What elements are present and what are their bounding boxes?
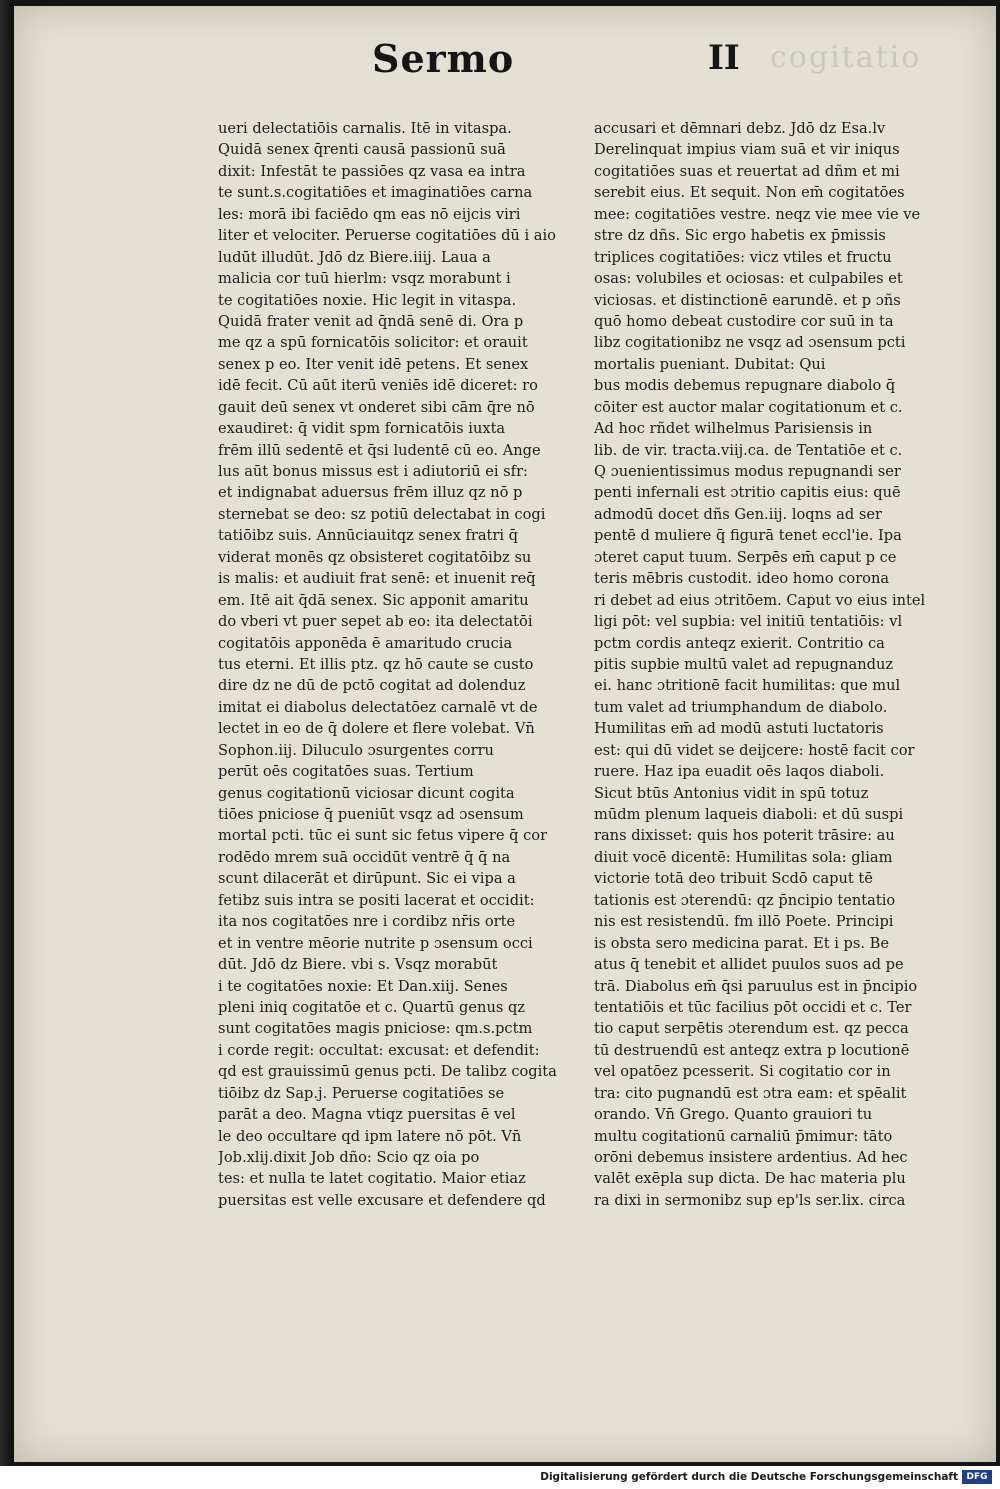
text-line: sternebat se deo: sz potiū delectabat in cogi [218, 505, 546, 523]
text-line: cōiter est auctor malar cogitationum et c. [594, 398, 903, 416]
text-line: imitat ei diabolus delectatōez carnalē vt de [218, 698, 538, 716]
text-line: accusari et dēmnari debz. Jdō dz Esa.lv [594, 120, 886, 137]
text-line: me qz a spū fornicatōis solicitor: et orauit [218, 334, 528, 352]
text-line: em. Itē ait q̄dā senex. Sic apponit amaritu [218, 591, 529, 609]
footer-bar [0, 1466, 1000, 1489]
text-line: et indignabat aduersus frēm illuz qz nō p [218, 484, 523, 502]
text-line: vel opatōez pcesserit. Si cogitatio cor in [594, 1063, 891, 1081]
text-line: Quidā senex q̄renti causā passionū suā [218, 141, 506, 159]
text-line: Sophon.iij. Diluculo ɔsurgentes corru [218, 741, 494, 759]
text-line: te sunt.s.cogitatiōes et imaginatiōes carna [218, 184, 533, 202]
text-line: liter et velociter. Peruerse cogitatiōes dū i aio [218, 227, 556, 245]
text-line: viderat monēs qz obsisteret cogitatōibz su [218, 548, 532, 566]
text-line: lectet in eo de q̄ dolere et flere volebat. Vn̄ [218, 720, 535, 738]
text-line: lus aūt bonus missus est i adiutoriū ei sfr: [218, 463, 528, 480]
text-line: puersitas est velle excusare et defendere qd [218, 1191, 546, 1209]
text-line: les: morā ibi faciēdo qm eas nō eijcis viri [218, 205, 521, 223]
text-line: victorie totā deo tribuit Scdō caput tē [594, 870, 873, 888]
text-line: tentatiōis et tūc facilius pōt occidi et c. Ter [594, 998, 912, 1016]
text-line: ruere. Haz ipa euadit oēs laqos diaboli. [594, 763, 885, 781]
text-line: ei. hanc ɔtritionē facit humilitas: que mul [594, 677, 901, 695]
right-text-column [594, 118, 946, 1211]
text-line: ligi pōt: vel supbia: vel initiū tentatiōis: vl [594, 613, 903, 631]
text-line: tatiōibz suis. Annūciauitqz senex fratri q̄ [218, 527, 519, 545]
text-line: pctm cordis anteqz exierit. Contritio ca [594, 634, 885, 652]
text-line: is obsta sero medicina parat. Et i ps. Be [594, 934, 890, 952]
text-line: orōni debemus insistere ardentius. Ad hec [594, 1149, 908, 1166]
text-line: scunt dilacerāt et dirūpunt. Sic ei vipa a [218, 870, 516, 888]
text-line: cogitatōis apponēda ē amaritudo crucia [218, 634, 513, 652]
text-line: teris mēbris custodit. ideo homo corona [594, 570, 890, 588]
text-line: rodēdo mrem suā occidūt ventrē q̄ q̄ na [218, 848, 511, 866]
text-line: osas: volubiles et ociosas: et culpabiles et [594, 270, 903, 288]
text-line: exaudiret: q̄ vidit spm fornicatōis iuxta [218, 420, 506, 438]
text-line: nis est resistendū. fm illō Poete. Principi [594, 913, 894, 931]
text-line: trā. Diabolus em̄ q̄si paruulus est in p̄ncipio [594, 977, 918, 995]
text-line: malicia cor tuū hierlm: vsqz morabunt i [218, 270, 511, 288]
text-line: valēt exēpla sup dicta. De hac materia plu [594, 1170, 906, 1188]
text-line: tiōes pniciose q̄ pueniūt vsqz ad ɔsensum [218, 806, 524, 823]
text-line: libz cogitationibz ne vsqz ad ɔsensum pcti [594, 334, 906, 352]
folio-number: II [708, 38, 740, 78]
text-line: Ad hoc rñdet wilhelmus Parisiensis in [594, 420, 873, 438]
text-line: idē fecit. Cū aūt iterū veniēs idē diceret: ro [218, 377, 538, 395]
page-binding-edge [0, 0, 14, 1466]
text-line: Quidā frater venit ad q̄ndā senē di. Ora p [218, 312, 524, 330]
text-line: genus cogitationū viciosar dicunt cogita [218, 784, 515, 802]
text-line: lib. de vir. tracta.viij.ca. de Tentatiōe et c. [594, 441, 903, 459]
text-line: te cogitatiōes noxie. Hic legit in vitaspa. [218, 291, 517, 309]
text-line: ludūt illudūt. Jdō dz Biere.iiij. Laua a [218, 248, 491, 266]
text-line: dūt. Jdō dz Biere. vbi s. Vsqz morabūt [218, 956, 498, 974]
text-line: tio caput serpētis ɔterendum est. qz pecca [594, 1020, 909, 1038]
text-line: tationis est ɔterendū: qz p̄ncipio tentatio [594, 891, 896, 909]
text-line: tes: et nulla te latet cogitatio. Maior etiaz [218, 1170, 526, 1188]
text-line: viciosas. et distinctionē earundē. et p ɔñs [594, 291, 901, 309]
text-line: sunt cogitatōes magis pniciose: qm.s.pctm [218, 1020, 533, 1038]
text-line: admodū docet dñs Gen.iij. loqns ad ser [594, 505, 882, 523]
dfg-logo-icon: DFG [962, 1470, 992, 1484]
text-line: i corde regit: occultat: excusat: et defendit: [218, 1041, 540, 1059]
running-header-title: Sermo [372, 36, 515, 81]
text-line: ri debet ad eius ɔtritōem. Caput vo eius intel [594, 591, 926, 609]
text-line: Job.xlij.dixit Job dño: Scio qz oia po [218, 1149, 480, 1166]
text-line: tus eterni. Et illis ptz. qz hō caute se custo [218, 655, 534, 673]
text-line: Humilitas em̄ ad modū astuti luctatoris [594, 720, 884, 738]
text-line: atus q̄ tenebit et allidet puulos suos ad pe [594, 956, 904, 974]
text-line: quō homo debeat custodire cor suū in ta [594, 312, 894, 330]
footer-credit: Digitalisierung gefördert durch die Deutsche Forschungsgemeinschaft [540, 1471, 958, 1483]
text-line: penti infernali est ɔtritio capitis eius: quē [594, 484, 901, 502]
text-line: tū destruendū est anteqz extra p locutionē [594, 1041, 910, 1059]
text-line: mortalis pueniant. Dubitat: Qui [594, 355, 826, 373]
text-line: triplices cogitatiōes: vicz vtiles et fructu [594, 248, 892, 266]
text-line: et in ventre mēorie nutrite p ɔsensum occi [218, 934, 533, 952]
text-line: mūdm plenum laqueis diaboli: et dū suspi [594, 806, 904, 823]
text-line: rans dixisset: quis hos poterit trāsire: au [594, 827, 895, 845]
text-line: diuit vocē dicentē: Humilitas sola: gliam [594, 848, 893, 866]
text-line: bus modis debemus repugnare diabolo q̄ [594, 377, 896, 395]
text-line: pleni iniq cogitatōe et c. Quartū genus qz [218, 998, 525, 1016]
text-line: Sicut btūs Antonius vidit in spū totuz [594, 784, 869, 802]
text-line: serebit eius. Et sequit. Non em̄ cogitatōes [594, 184, 905, 202]
text-line: ueri delectatiōis carnalis. Itē in vitaspa. [218, 120, 512, 137]
text-line: senex p eo. Iter venit idē petens. Et senex [218, 355, 529, 373]
text-line: dire dz ne dū de pctō cogitat ad dolenduz [218, 677, 526, 695]
bleed-through-text: cogitatio [770, 40, 922, 75]
text-line: Q ɔuenientissimus modus repugnandi ser [594, 463, 901, 480]
text-line: tiōibz dz Sap.j. Peruerse cogitatiōes se [218, 1084, 505, 1102]
text-line: perūt oēs cogitatōes suas. Tertium [218, 763, 474, 781]
text-line: pentē d muliere q̄ figurā tenet eccl'ie. Ipa [594, 527, 902, 545]
text-line: le deo occultare qd ipm latere nō pōt. Vn̄ [218, 1127, 522, 1145]
text-line: dixit: Infestāt te passiōes qz vasa ea intra [218, 162, 526, 180]
text-line: qd est grauissimū genus pcti. De talibz cogita [218, 1063, 557, 1081]
text-line: mee: cogitatiōes vestre. neqz vie mee vie ve [594, 205, 921, 223]
text-line: multu cogitationū carnaliū p̄mimur: tāto [594, 1127, 893, 1145]
text-line: pitis supbie multū valet ad repugnanduz [594, 655, 894, 673]
text-line: is malis: et audiuit frat senē: et inuenit req̄ [218, 570, 536, 588]
text-line: do vberi vt puer sepet ab eo: ita delectatōi [218, 613, 533, 631]
text-line: tum valet ad triumphandum de diabolo. [594, 698, 888, 716]
text-line: gauit deū senex vt onderet sibi cām q̄re nō [218, 398, 535, 416]
left-text-column [218, 118, 570, 1211]
text-line: i te cogitatōes noxie: Et Dan.xiij. Senes [218, 977, 508, 995]
text-line: frēm illū sedentē et q̄si ludentē cū eo. Ange [218, 441, 541, 459]
text-line: est: qui dū videt se deijcere: hostē facit cor [594, 741, 915, 759]
text-line: fetibz suis intra se positi lacerat et occidit: [218, 891, 535, 909]
text-line: cogitatiōes suas et reuertat ad dñm et mi [594, 162, 900, 180]
text-line: ita nos cogitatōes nre i cordibz nr̄is orte [218, 913, 516, 931]
text-line: Derelinquat impius viam suā et vir iniqus [594, 141, 900, 159]
text-line: ɔteret caput tuum. Serpēs em̄ caput p ce [594, 548, 897, 566]
text-line: stre dz dñs. Sic ergo habetis ex p̄missis [594, 227, 886, 245]
text-line: mortal pcti. tūc ei sunt sic fetus vipere q̄ cor [218, 827, 548, 845]
text-line: orando. Vn̄ Grego. Quanto grauiori tu [594, 1106, 873, 1124]
text-line: parāt a deo. Magna vtiqz puersitas ē vel [218, 1106, 516, 1124]
text-line: ra dixi in sermonibz sup ep'ls ser.lix. circa [594, 1191, 906, 1209]
text-line: tra: cito pugnandū est ɔtra eam: et spēalit [594, 1084, 907, 1102]
